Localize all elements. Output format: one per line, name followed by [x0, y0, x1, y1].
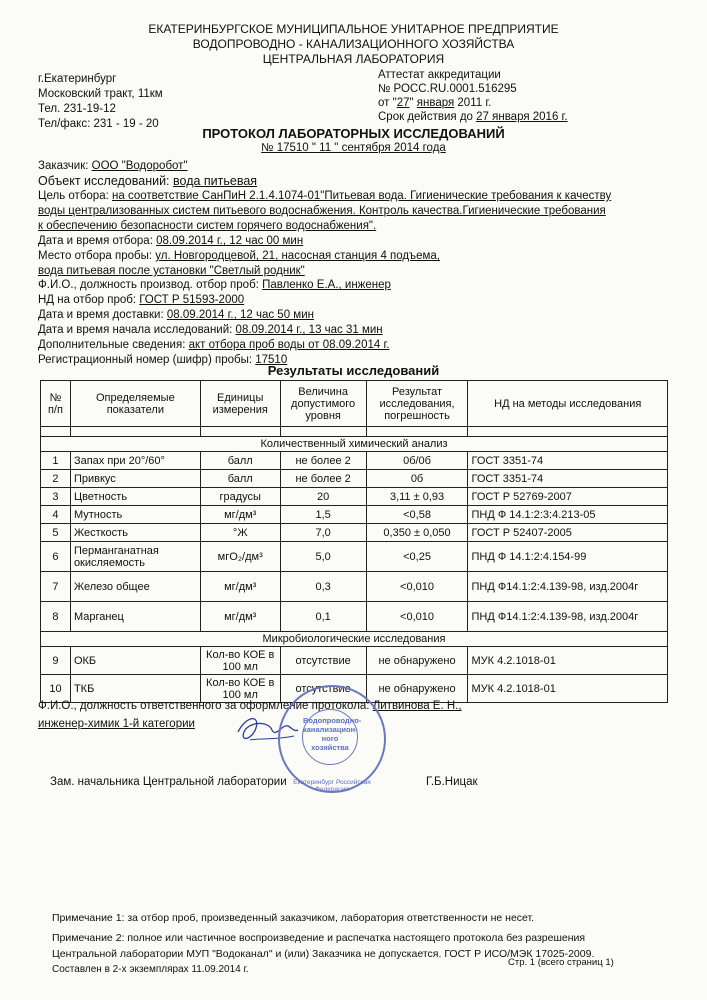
field-label: Цель отбора: [38, 190, 112, 202]
row-method: ГОСТ 3351-74 [468, 452, 668, 470]
table-row [41, 506, 668, 524]
table-row [41, 470, 668, 488]
note-4: Составлен в 2-х экземплярах 11.09.2014 г. [52, 964, 249, 975]
field-label: Дата и время отбора: [38, 235, 157, 247]
header-spacer-5 [366, 427, 468, 437]
row-limit: не более 2 [280, 452, 366, 470]
header-spacer-1 [41, 427, 71, 437]
protocol-title: ПРОТОКОЛ ЛАБОРАТОРНЫХ ИССЛЕДОВАНИЙ [202, 126, 505, 141]
row-method: ПНД Ф 14.1:2:3:4.213-05 [468, 506, 668, 524]
row-number: 4 [41, 506, 71, 524]
stamp-ring-text: Екатеринбург Российская Федерация [293, 779, 371, 793]
field-value: к обеспечению безопасности систем горячего водоснабжения". [38, 220, 377, 232]
table-header [41, 381, 668, 427]
row-result: <0,25 [366, 542, 468, 572]
field-value: Павленко Е.А., инженер [262, 279, 391, 291]
row-method: МУК 4.2.1018-01 [468, 675, 668, 703]
field-value: ул. Новгородцевой, 21, насосная станция 4 подъема, [155, 250, 440, 262]
row-unit: мгО₂/дм³ [200, 542, 280, 572]
valid-label: Срок действия до [378, 111, 477, 123]
field-label: Объект исследований: [38, 174, 174, 188]
field-label: Место отбора пробы: [38, 250, 156, 262]
org-line-1: ЕКАТЕРИНБУРГСКОЕ МУНИЦИПАЛЬНОЕ УНИТАРНОЕ ПРЕДПРИЯТИЕ [148, 22, 559, 36]
organization-header [0, 22, 707, 67]
field-label: Дата и время начала исследований: [38, 324, 236, 336]
row-number: 2 [41, 470, 71, 488]
results-body [41, 437, 668, 703]
org-line-3: ЦЕНТРАЛЬНАЯ ЛАБОРАТОРИЯ [262, 52, 445, 66]
row-number: 1 [41, 452, 71, 470]
table-row [41, 602, 668, 632]
protocol-number-text: № 17510 " 11 " сентября 2014 года [261, 142, 446, 154]
row-unit: градусы [200, 488, 280, 506]
page-number: Стр. 1 (всего страниц 1) [508, 957, 614, 968]
field-value: акт отбора проб воды от 08.09.2014 г. [188, 339, 390, 351]
table-row [41, 524, 668, 542]
results-title: Результаты исследований [267, 363, 440, 378]
header-spacer-6 [468, 427, 668, 437]
field-value: 17510 [255, 354, 288, 366]
row-result: 3,11 ± 0,93 [366, 488, 468, 506]
org-line-2: ВОДОПРОВОДНО - КАНАЛИЗАЦИОННОГО ХОЗЯЙСТВА [192, 37, 515, 51]
table-row [41, 452, 668, 470]
row-indicator: ТКБ [70, 675, 200, 703]
approval-label: Зам. начальника Центральной лаборатории [50, 776, 287, 788]
row-indicator: Запах при 20°/60° [70, 452, 200, 470]
field-value: вода питьевая после установки "Светлый родник" [38, 265, 305, 277]
accreditation-block [378, 68, 568, 124]
field-row [38, 324, 383, 336]
row-limit: отсутствие [280, 675, 366, 703]
date-month: января [416, 97, 455, 109]
row-number: 9 [41, 647, 71, 675]
field-label: Ф.И.О., должность производ. отбор проб: [38, 279, 263, 291]
header-unit: Единицы измерения [200, 381, 280, 427]
header-result: Результат исследования, погрешность [366, 381, 468, 427]
note-1: Примечание 1: за отбор проб, произведенный заказчиком, лаборатория ответственности не несет. [52, 912, 535, 924]
field-label: Заказчик: [38, 160, 92, 172]
field-row [38, 190, 611, 202]
row-unit: Кол-во КОЕ в 100 мл [200, 675, 280, 703]
field-value: 08.09.2014 г., 12 час 00 мин [156, 235, 304, 247]
row-unit: балл [200, 470, 280, 488]
date-year: 2011 г. [454, 97, 492, 109]
table-row [41, 542, 668, 572]
row-limit: не более 2 [280, 470, 366, 488]
row-method: ПНД Ф14.1:2:4.139-98, изд.2004г [468, 572, 668, 602]
field-value: вода питьевая [173, 174, 258, 188]
street: Московский тракт, 11км [38, 88, 163, 100]
section-microbiological: Микробиологические исследования [41, 632, 668, 647]
header-spacer-4 [280, 427, 366, 437]
row-number: 3 [41, 488, 71, 506]
row-method: ГОСТ Р 52769-2007 [468, 488, 668, 506]
field-row [38, 205, 606, 217]
field-value: ООО "Водоробот" [91, 160, 188, 172]
field-row [38, 265, 305, 277]
table-row [41, 572, 668, 602]
valid-date: 27 января 2016 г. [476, 111, 568, 123]
field-value: 08.09.2014 г., 13 час 31 мин [235, 324, 383, 336]
field-value: воды централизованных систем питьевого водоснабжения. Контроль качества.Гигиенические требования [38, 205, 606, 217]
row-number: 5 [41, 524, 71, 542]
address-block [38, 72, 163, 132]
header-spacer-3 [200, 427, 280, 437]
field-row [38, 250, 440, 262]
field-row [38, 279, 391, 291]
stamp-center: Водопроводно-канализацион-ного хозяйства [302, 709, 358, 765]
row-number: 7 [41, 572, 71, 602]
date-day: 27 [396, 97, 410, 109]
row-method: МУК 4.2.1018-01 [468, 647, 668, 675]
row-result: не обнаружено [366, 647, 468, 675]
row-result: 0,350 ± 0,050 [366, 524, 468, 542]
field-row [38, 160, 188, 172]
row-result: 0б/0б [366, 452, 468, 470]
row-indicator: Жесткость [70, 524, 200, 542]
row-unit: балл [200, 452, 280, 470]
field-value: ГОСТ Р 51593-2000 [139, 294, 245, 306]
row-unit: Кол-во КОЕ в 100 мл [200, 647, 280, 675]
responsible-label: Ф.И.О., должность ответственного за оформление протокола: [38, 700, 373, 712]
responsible-name: Литвинова Е. Н., [372, 700, 462, 712]
row-unit: °Ж [200, 524, 280, 542]
table-row [41, 488, 668, 506]
field-row [38, 235, 303, 247]
header-limit: Величина допустимого уровня [280, 381, 366, 427]
field-row [38, 220, 376, 232]
row-result: <0,58 [366, 506, 468, 524]
row-indicator: Цветность [70, 488, 200, 506]
row-limit: 0,3 [280, 572, 366, 602]
row-number: 8 [41, 602, 71, 632]
row-unit: мг/дм³ [200, 506, 280, 524]
row-number: 10 [41, 675, 71, 703]
row-result: не обнаружено [366, 675, 468, 703]
protocol-number [0, 142, 707, 154]
field-value: 08.09.2014 г., 12 час 50 мин [166, 309, 314, 321]
row-method: ПНД Ф 14.1:2:4.154-99 [468, 542, 668, 572]
header-method: НД на методы исследования [468, 381, 668, 427]
row-result: <0,010 [366, 602, 468, 632]
field-label: Дополнительные сведения: [38, 339, 189, 351]
row-limit: 7,0 [280, 524, 366, 542]
row-indicator: ОКБ [70, 647, 200, 675]
date-mid: " [409, 97, 417, 109]
row-limit: 5,0 [280, 542, 366, 572]
row-method: ГОСТ Р 52407-2005 [468, 524, 668, 542]
row-number: 6 [41, 542, 71, 572]
results-table [40, 380, 668, 703]
responsible-position: инженер-химик 1-й категории [38, 718, 195, 730]
row-indicator: Мутность [70, 506, 200, 524]
header-indicator: Определяемые показатели [70, 381, 200, 427]
row-indicator: Перманганатная окисляемость [70, 542, 200, 572]
row-limit: 1,5 [280, 506, 366, 524]
city: г.Екатеринбург [38, 73, 117, 85]
accreditation-date [378, 96, 568, 110]
accreditation-valid [378, 110, 568, 124]
row-result: 0б [366, 470, 468, 488]
note-2: Примечание 2: полное или частичное воспроизведение и распечатка настоящего протокола без разрешения [52, 932, 586, 944]
field-row [38, 309, 314, 321]
header-number: № п/п [41, 381, 71, 427]
row-limit: 0,1 [280, 602, 366, 632]
approval-name: Г.Б.Ницак [426, 776, 478, 788]
field-label: НД на отбор проб: [38, 294, 140, 306]
field-value: на соответствие СанПиН 2.1.4.1074-01"Питьевая вода. Гигиенические требования к качеству [112, 190, 612, 202]
row-method: ПНД Ф14.1:2:4.139-98, изд.2004г [468, 602, 668, 632]
accreditation-number: № РОСС.RU.0001.516295 [378, 83, 517, 95]
row-result: <0,010 [366, 572, 468, 602]
table-row [41, 647, 668, 675]
note-3: Центральной лаборатории МУП "Водоканал" и (или) Заказчика не допускается. ГОСТ Р ИСО/МЭК 17025-2009. [52, 948, 595, 960]
row-limit: отсутствие [280, 647, 366, 675]
section-chemical: Количественный химический анализ [41, 437, 668, 452]
organization-stamp [278, 685, 386, 793]
row-indicator: Железо общее [70, 572, 200, 602]
phone: Тел. 231-19-12 [38, 103, 116, 115]
row-limit: 20 [280, 488, 366, 506]
field-label: Дата и время доставки: [38, 309, 167, 321]
fax: Тел/факс: 231 - 19 - 20 [38, 118, 159, 130]
row-indicator: Марганец [70, 602, 200, 632]
row-indicator: Привкус [70, 470, 200, 488]
date-prefix: от " [378, 97, 397, 109]
field-row [38, 174, 257, 188]
row-unit: мг/дм³ [200, 572, 280, 602]
row-unit: мг/дм³ [200, 602, 280, 632]
field-row [38, 339, 389, 351]
header-spacer-2 [70, 427, 200, 437]
row-method: ГОСТ 3351-74 [468, 470, 668, 488]
field-label: Регистрационный номер (шифр) пробы: [38, 354, 256, 366]
accreditation-label: Аттестат аккредитации [378, 69, 501, 81]
field-row [38, 294, 244, 306]
